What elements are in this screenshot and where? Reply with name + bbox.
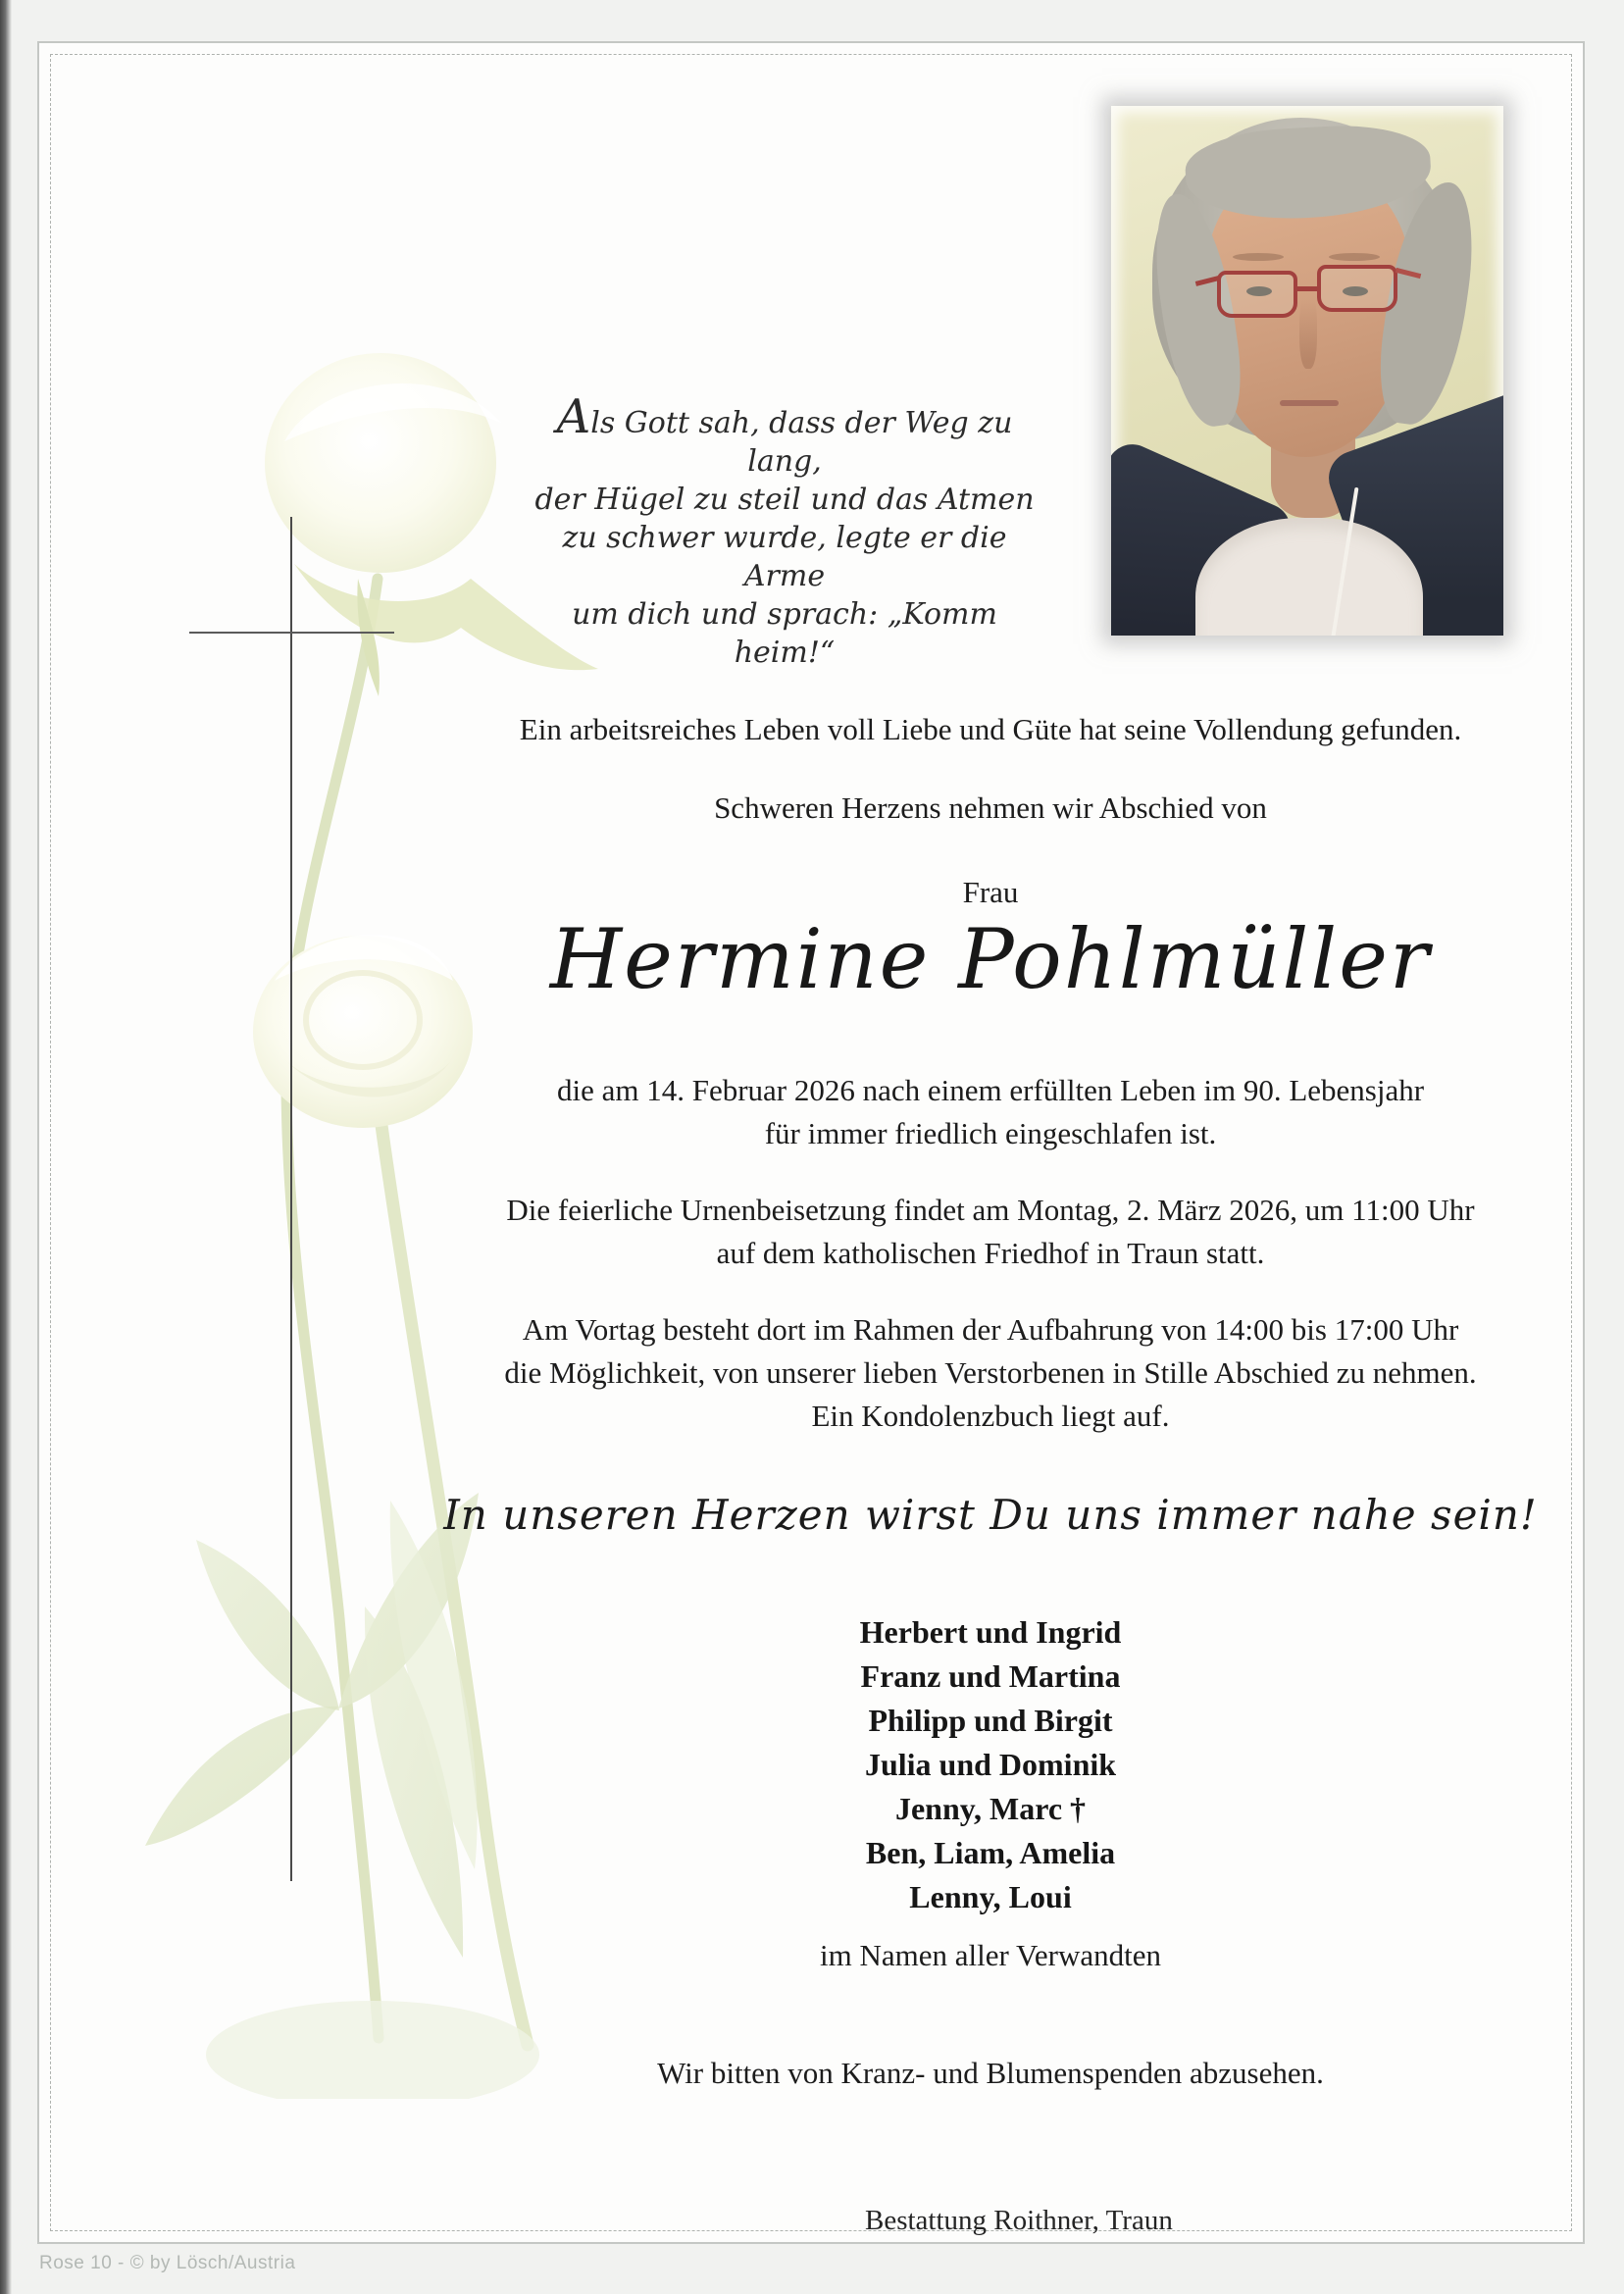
viewing-info-line: die Möglichkeit, von unserer lieben Verstorbenen in Stille Abschied zu nehmen. (504, 1355, 1477, 1390)
scan-edge-shadow (0, 0, 12, 2294)
portrait-photo (1111, 106, 1503, 636)
remembrance-line: In unseren Herzen wirst Du uns immer nahe sein! (443, 1491, 1538, 1539)
funeral-info-line: Die feierliche Urnenbeisetzung findet am Montag, 2. März 2026, um 11:00 Uhr (506, 1193, 1475, 1227)
poem-line: Als Gott sah, dass der Weg zu lang, (556, 389, 1013, 479)
mourner-line: Franz und Martina (860, 1658, 1121, 1694)
glasses-bridge (1295, 286, 1319, 291)
death-notice-line: für immer friedlich eingeschlafen ist. (764, 1116, 1217, 1150)
funeral-info (441, 1189, 1540, 1275)
deceased-name: Hermine Pohlmüller (549, 911, 1432, 1007)
mourner-line: Lenny, Loui (909, 1879, 1072, 1914)
viewing-info-line: Am Vortag besteht dort im Rahmen der Aufbahrung von 14:00 bis 17:00 Uhr (522, 1312, 1459, 1347)
farewell-line: Schweren Herzens nehmen wir Abschied von (714, 790, 1267, 825)
poem-line: um dich und sprach: „Komm heim!“ (572, 597, 997, 670)
poem-line: zu schwer wurde, legte er die Arme (562, 521, 1007, 593)
eyebrow-left (1233, 253, 1284, 261)
memorial-poem (530, 389, 1040, 672)
mourner-line: Julia und Dominik (864, 1747, 1117, 1782)
salutation: Frau (962, 875, 1019, 909)
glasses-lens-right (1317, 265, 1397, 312)
mouth (1280, 400, 1339, 406)
donation-line: Wir bitten von Kranz- und Blumenspenden abzusehen. (657, 2056, 1324, 2090)
poem-line: der Hügel zu steil und das Atmen (534, 483, 1035, 517)
eyebrow-right (1329, 253, 1380, 261)
viewing-info (441, 1308, 1540, 1438)
red-glasses (1217, 263, 1403, 326)
rose-stem-main (286, 579, 379, 2038)
mourner-line: Herbert und Ingrid (859, 1614, 1122, 1650)
viewing-info-line: Ein Kondolenzbuch liegt auf. (811, 1399, 1170, 1433)
funeral-home: Bestattung Roithner, Traun (865, 2205, 1173, 2236)
intro-line: Ein arbeitsreiches Leben voll Liebe und Güte hat seine Vollendung gefunden. (519, 712, 1462, 746)
mourners-list (441, 1610, 1540, 1919)
relatives-line: im Namen aller Verwandten (819, 1938, 1162, 1972)
funeral-info-line: auf dem katholischen Friedhof in Traun statt. (716, 1236, 1265, 1270)
mourner-line: Ben, Liam, Amelia (865, 1835, 1116, 1870)
death-notice (441, 1069, 1540, 1155)
glasses-lens-left (1217, 271, 1297, 318)
print-credit: Rose 10 - © by Lösch/Austria (39, 2253, 296, 2273)
mourner-line: Philipp und Birgit (868, 1703, 1113, 1738)
mourner-line: Jenny, Marc † (894, 1791, 1087, 1826)
death-notice-line: die am 14. Februar 2026 nach einem erfüllten Leben im 90. Lebensjahr (556, 1073, 1425, 1107)
